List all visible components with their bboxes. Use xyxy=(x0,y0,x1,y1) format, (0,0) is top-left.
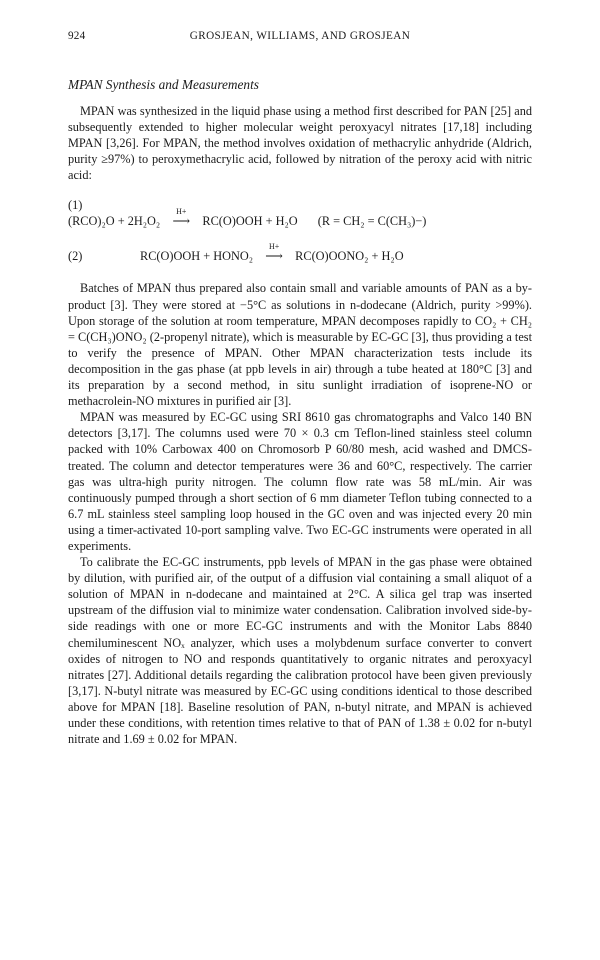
equation-2-products: RC(O)OONO₂ + H₂O xyxy=(295,249,404,264)
equation-1-products: RC(O)OOH + H₂O xyxy=(202,214,298,229)
section-title: MPAN Synthesis and Measurements xyxy=(68,77,259,92)
paragraph-synthesis: MPAN was synthesized in the liquid phase using a method first described for PAN [25] and subsequently extended to higher molecular weight peroxyacyl nitrates [17,18] including MPAN [3,26]. For MPAN, the method involves oxidation of methacrylic anhydride (Aldrich, purity ≥97%) to peroxymethacrylic acid, followed by nitration of the peroxy acid with nitric acid: xyxy=(68,104,532,183)
reaction-arrow-2: H+ ⟶ xyxy=(260,248,288,264)
equation-1-label: (1) xyxy=(68,198,83,213)
document-page xyxy=(68,30,532,747)
equation-2-label: (2) xyxy=(68,249,83,264)
paragraph-measurement: MPAN was measured by EC-GC using SRI 8610 gas chromatographs and Valco 140 BN detectors [3,17]. The columns used were 70 × 0.3 cm Teflon-lined stainless steel column packed with 10% Carbowax 400 on Chromosorb P 60/80 mesh, acid washed and DMCS-treated. The column and detector temperatures were 36 and 60°C, respectively. The carrier gas was ultra-high purity nitrogen. The column flow rate was 58 mL/min. Air was continuously pumped through a short section of 6 mm diameter Teflon tubing connected to a 6.7 mL stainless steel sampling loop housed in the GC oven and was injected every 20 min using a timer-activated 10-port sampling valve. Two EC-GC instruments were operated in all experiments. xyxy=(68,410,532,553)
running-title: GROSJEAN, WILLIAMS, AND GROSJEAN xyxy=(189,30,411,42)
catalyst-label-2: H+ xyxy=(268,242,280,252)
page-number: 924 xyxy=(68,30,86,42)
equation-1-note: (R = CH₂ = C(CH₃)−) xyxy=(317,214,427,229)
equation-2 xyxy=(68,242,532,264)
equation-2-reactants: RC(O)OOH + HONO₂ xyxy=(140,249,254,264)
reaction-arrow-1: H+ ⟶ xyxy=(167,213,195,229)
paragraph-calibration: To calibrate the EC-GC instruments, ppb levels of MPAN in the gas phase were obtained by dilution, with purified air, of the output of a diffusion vial containing a small aliquot of a solution of MPAN in n-dodecane and maintained at 2°C. A silica gel trap was inserted upstream of the diffusion vial to minimize water condensation. Calibration involved side-by-side readings with one or more EC-GC instruments and with the Monitor Labs 8840 chemiluminescent NOₓ analyzer, which uses a molybdenum surface converter to convert oxides of nitrogen to NO and responds quantitatively to organic nitrates and peroxyacyl nitrates [27]. Additional details regarding the calibration protocol have been given previously [3,17]. N-butyl nitrate was measured by EC-GC using conditions identical to those described above for MPAN [18]. Baseline resolution of PAN, n-butyl nitrate, and MPAN is achieved under these conditions, with retention times relative to that of PAN of 1.38 ± 0.02 for n-butyl nitrate and 1.69 ± 0.02 for MPAN. xyxy=(68,555,532,747)
paragraph-storage: Batches of MPAN thus prepared also contain small and variable amounts of PAN as a by-product [3]. They were stored at −5°C as solutions in n-dodecane (Aldrich, purity >99%). Upon storage of the solution at room temperature, MPAN decomposes rapidly to CO₂ + CH₂ = C(CH₃)ONO₂ (2-propenyl nitrate), which is measurable by EC-GC [3], thus providing a test to verify the presence of MPAN. Other MPAN characterization tests include its decomposition in the gas phase (at ppb levels in air) through a tube heated at 180°C [3] and its preparation by a second method, in situ sunlight irradiation of isoprene-NO or methacrolein-NO mixtures in purified air [3]. xyxy=(68,281,532,409)
catalyst-label-1: H+ xyxy=(176,207,187,217)
equation-1 xyxy=(68,207,532,229)
page-header xyxy=(68,30,532,48)
equation-1-reactants: (RCO)₂O + 2H₂O₂ xyxy=(68,214,161,229)
